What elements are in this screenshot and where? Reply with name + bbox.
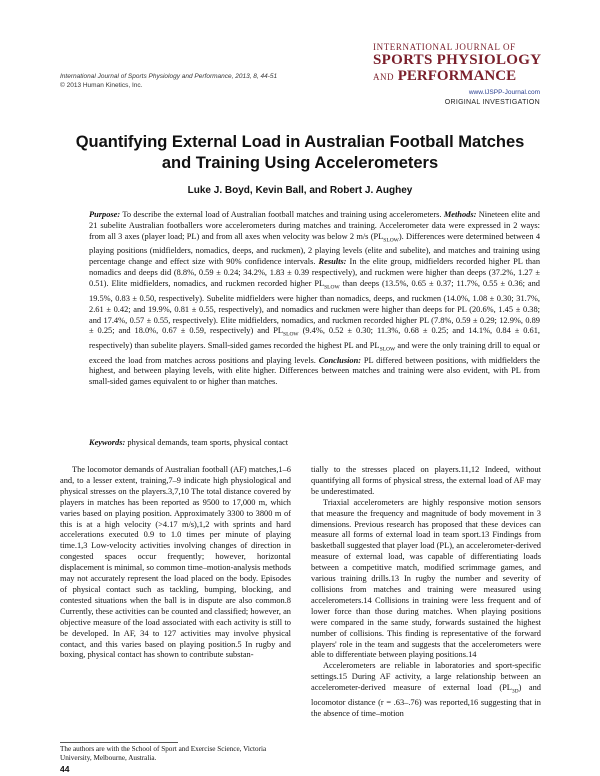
section-label: ORIGINAL INVESTIGATION xyxy=(444,99,540,106)
logo-line-2: SPORTS PHYSIOLOGY xyxy=(373,52,542,68)
conclusion-text: PL differed between positions, with midfielders the highest, and between playing levels, with elite higher. Differences between matches and training were also evident, with PL from small-sided games equivalent to or higher than matches. xyxy=(89,355,541,387)
purpose-label: Purpose: xyxy=(89,210,121,219)
methods-label: Methods: xyxy=(443,210,477,219)
page-number: 44 xyxy=(60,764,70,774)
article-title xyxy=(40,132,560,174)
journal-url[interactable]: www.IJSPP-Journal.com xyxy=(468,89,540,96)
results-label: Results: xyxy=(318,257,347,267)
abstract xyxy=(89,210,540,388)
p4-text-a: Accelerometers are reliable in laboratories and sport-specific settings.15 During AF activity, a large relationship between an accelerometer-derived measure of external load (PL xyxy=(311,661,541,693)
title-line-1: Quantifying External Load in Australian Football Matches xyxy=(75,133,525,151)
results-sub-1: SLOW xyxy=(324,284,340,291)
author-list: Luke J. Boyd, Kevin Ball, and Robert J. Aughey xyxy=(187,185,413,196)
results-sub-3: SLOW xyxy=(379,346,396,353)
intro-paragraph-1: The locomotor demands of Australian football (AF) matches,1–6 and, to a lesser extent, training,7–9 indicate high physiological and physical stresses on the players.3,7,10 The total distance covered by players in matches has been reported as 9500 to 17,000 m, which varies based on playing position. Approximately 3300 to 3800 m of this is at a high velocity (>4.17 m/s),1,2 with sprints and hard accelerations executed 0.9 to 1.0 times per minute of playing time.1,3 Low-velocity activities involving changes of direction in congested spaces occur frequently; however, horizontal displacement is minimal, so common time–motion-analysis methods may not accurately represent the load placed on the body. Episodes of physical contact such as tackling, bumping, blocking, and contested situations when the ball is in dispute are also common.8 Currently, these activities can be counted and classified; however, an objective measure of the load associated with each activity is still to be developed. In AF, 34 to 127 activities may involve physical contact, and this varies based on playing position.5 In rugby and boxing, physical contact has shown to contribute substan- xyxy=(60,465,291,660)
p4-text-b: ) and locomotor distance (r = .63–.76) was reported,16 suggesting that in the absence of time–motion xyxy=(311,683,541,718)
body-left-column xyxy=(60,465,291,661)
intro-paragraph-4 xyxy=(311,661,541,719)
intro-paragraph-3: Triaxial accelerometers are highly responsive motion sensors that measure the frequency and magnitude of body movement in 3 dimensions. Previous research has proposed that these devices can measure all forms of external load in team sport.13 Findings from basketball suggested that player load (PL), an accelerometer-derived measure of external load, was capable of differentiating loads between a competitive match, modified scrimmage games, and various training drills.13 In rugby the number and severity of collisions from matches and training were measured using accelerometers.14 Collisions in training were less frequent and of lower force than those during matches. When playing positions were compared in the same study, forwards sustained the highest number of collisions. This finding is representative of the forward players' role in the team and suggests that the accelerometers were able to differentiate between playing positions.14 xyxy=(311,497,541,660)
conclusion-label: Conclusion: xyxy=(318,355,362,365)
methods-sub: SLOW xyxy=(383,237,399,244)
results-text-d: and were the only training drill to equal or exceed the load from matches across positions and playing levels. xyxy=(89,340,541,365)
author-affiliation-footnote: The authors are with the School of Sport and Exercise Science, Victoria University, Melbourne, Australia. xyxy=(60,745,267,763)
logo-performance: PERFORMANCE xyxy=(397,68,517,84)
journal-citation: International Journal of Sports Physiology and Performance, 2013, 8, 44-51 xyxy=(60,73,278,80)
title-line-2: and Training Using Accelerometers xyxy=(161,154,439,172)
journal-logo xyxy=(373,42,543,85)
keywords-label: Keywords: xyxy=(89,438,126,447)
purpose-text: To describe the external load of Australian football matches and training using accelerometers. xyxy=(122,210,442,219)
keywords-text: physical demands, team sports, physical contact xyxy=(127,438,289,447)
logo-and: AND xyxy=(373,72,394,82)
intro-paragraph-2: tially to the stresses placed on players.11,12 Indeed, without quantifying all forms of physical stress, the external load of AF may be underestimated. xyxy=(311,465,541,496)
results-text-c: (9.4%, 0.52 ± 0.30; 11.3%, 0.68 ± 0.25; and 14.1%, 0.84 ± 0.61, respectively) than subelite players. Small-sided games recorded the highest PL and PL xyxy=(89,326,540,350)
footnote-rule xyxy=(60,742,178,743)
results-text-a: In the elite group, midfielders recorded higher PL than nomadics and deeps did (8.8%, 0.59 ± 0.24; 34.2%, 1.83 ± 0.39 respectively), and ruckmen were higher than deeps (37.2%, 1.27 ± 0.51). Elite midfielders, nomadics, and ruckmen recorded higher PL xyxy=(89,257,541,289)
results-sub-2: SLOW xyxy=(283,332,299,339)
copyright-line: © 2013 Human Kinetics, Inc. xyxy=(60,82,143,89)
body-right-column xyxy=(311,465,541,720)
methods-end: ). Differences were determined between 4 playing positions (midfielders, nomadics, deeps, and ruckmen), 2 playing levels (elite and subelite), and matches and training using percentage change and effect size with 90% confidence intervals. xyxy=(89,231,541,267)
p4-sub: 3D xyxy=(511,688,519,695)
results-text-b: than deeps (13.5%, 0.65 ± 0.37; 11.7%, 0.55 ± 0.36; and 19.5%, 0.83 ± 0.50, respectively). Subelite midfielders were higher than nomadics, deeps, and ruckmen (14.0%, 1.08 ± 0.30; 31.7%, 2.61 ± 0.42; and 19.9%, 0.81 ± 0.55, respectively), and nomadics and ruckmen were higher than deeps for PL (20.6%, 1.45 ± 0.38; and 17.4%, 0.57 ± 0.55, respectively). Elite midfielders, nomadics, and ruckmen recorded higher PL (7.8%, 0.59 ± 0.29; 12.9%, 0.89 ± 0.25; and 18.0%, 0.67 ± 0.59, respectively) and PL xyxy=(89,279,540,336)
logo-line-3 xyxy=(373,68,543,85)
logo-line-1: INTERNATIONAL JOURNAL OF xyxy=(373,42,516,52)
keywords xyxy=(89,438,540,448)
methods-text: Nineteen elite and 21 subelite Australian footballers wore accelerometers during matches and training. Accelerometer data were expressed in 2 ways: from all 3 axes (player load; PL) and from all axes when velocity was below 2 m/s (PL xyxy=(89,210,540,241)
